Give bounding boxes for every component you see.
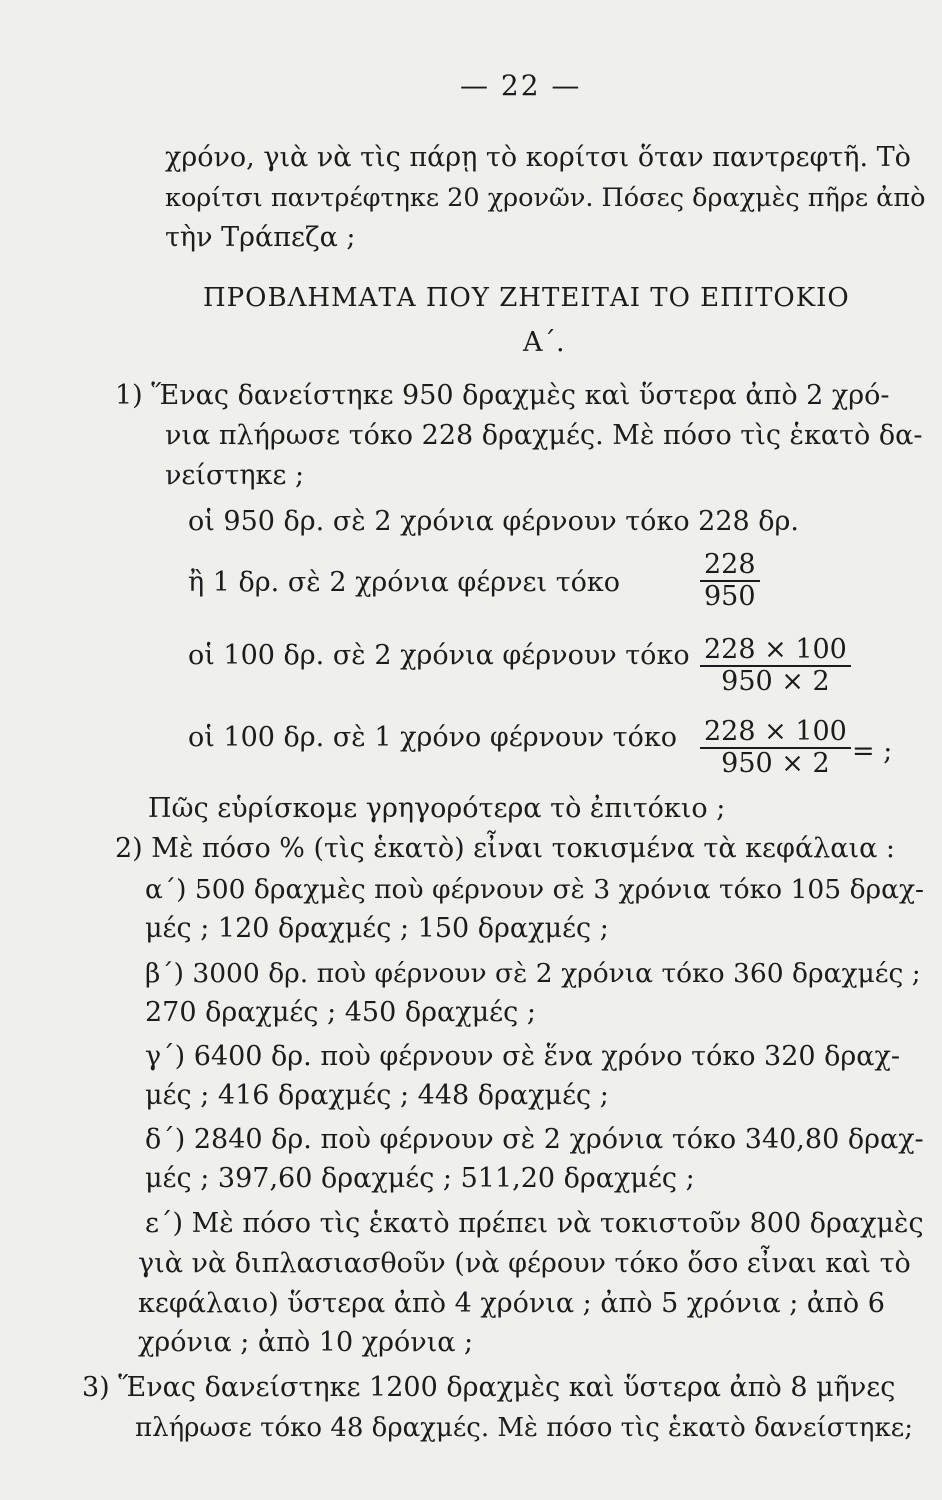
- problem-1-step-1: οἱ 950 δρ. σὲ 2 χρόνια φέρνουν τόκο 228 δρ.: [188, 506, 799, 537]
- problem-2-b-line-1: β΄) 3000 δρ. ποὺ φέρνουν σὲ 2 χρόνια τόκο 360 δραχμές ;: [145, 958, 921, 989]
- problem-3-line-2: πλήρωσε τόκο 48 δραχμές. Μὲ πόσο τὶς ἑκατὸ δανείστηκε;: [135, 1413, 913, 1443]
- problem-1-question: Πῶς εὑρίσκομε γρηγορότερα τὸ ἐπιτόκιο ;: [148, 793, 726, 824]
- fraction-numerator: 228 × 100: [700, 635, 851, 667]
- problem-2-d-line-1: δ΄) 2840 δρ. ποὺ φέρνουν σὲ 2 χρόνια τόκο 340,80 δραχ-: [145, 1124, 924, 1155]
- problem-1-line-3: νείστηκε ;: [165, 460, 305, 491]
- fraction-numerator: 228: [700, 550, 760, 582]
- problem-2-e-line-2: γιὰ νὰ διπλασιασθοῦν (νὰ φέρουν τόκο ὅσο εἶναι καὶ τὸ: [138, 1248, 911, 1279]
- problem-3-line-1: 3) Ἕνας δανείστηκε 1200 δραχμὲς καὶ ὕστερα ἀπὸ 8 μῆνες: [82, 1372, 896, 1403]
- problem-2-c-line-1: γ΄) 6400 δρ. ποὺ φέρνουν σὲ ἕνα χρόνο τόκο 320 δραχ-: [145, 1041, 901, 1072]
- intro-line-3: τὴν Τράπεζα ;: [165, 222, 356, 253]
- intro-line-1: χρόνο, γιὰ νὰ τὶς πάρῃ τὸ κορίτσι ὅταν παντρεφτῆ. Τὸ: [165, 142, 911, 173]
- problem-2-a-line-1: α΄) 500 δραχμὲς ποὺ φέρνουν σὲ 3 χρόνια τόκο 105 δραχ-: [145, 874, 925, 905]
- problem-2-e-line-1: ε΄) Μὲ πόσο τὶς ἑκατὸ πρέπει νὰ τοκιστοῦν 800 δραχμὲς: [145, 1208, 924, 1239]
- problem-2-c-line-2: μές ; 416 δραχμές ; 448 δραχμές ;: [145, 1080, 609, 1111]
- fraction-denominator: 950 × 2: [721, 748, 830, 779]
- problem-2-e-line-3: κεφάλαιο) ὕστερα ἀπὸ 4 χρόνια ; ἀπὸ 5 χρόνια ; ἀπὸ 6: [138, 1288, 885, 1319]
- problem-1-step-4-fraction: [700, 717, 851, 779]
- page-number: — 22 —: [460, 69, 582, 102]
- fraction-denominator: 950 × 2: [721, 666, 830, 697]
- fraction-denominator: 950: [704, 581, 756, 612]
- section-heading: ΠΡΟΒΛΗΜΑΤΑ ΠΟΥ ΖΗΤΕΙΤΑΙ ΤΟ ΕΠΙΤΟΚΙΟ: [203, 283, 850, 313]
- fraction-numerator: 228 × 100: [700, 717, 851, 749]
- problem-1-step-2-text: ἢ 1 δρ. σὲ 2 χρόνια φέρνει τόκο: [188, 567, 621, 598]
- problem-2-d-line-2: μές ; 397,60 δραχμές ; 511,20 δραχμές ;: [145, 1163, 695, 1194]
- problem-1-line-1: 1) Ἕνας δανείστηκε 950 δραχμὲς καὶ ὕστερα ἀπὸ 2 χρό-: [115, 380, 890, 411]
- problem-1-line-2: νια πλήρωσε τόκο 228 δραχμές. Μὲ πόσο τὶς ἑκατὸ δα-: [165, 420, 923, 451]
- problem-1-step-2-fraction: [700, 550, 760, 612]
- problem-1-step-3-fraction: [700, 635, 851, 697]
- problem-1-step-4-text: οἱ 100 δρ. σὲ 1 χρόνο φέρνουν τόκο: [188, 722, 678, 753]
- intro-line-2: κορίτσι παντρέφτηκε 20 χρονῶν. Πόσες δραχμὲς πῆρε ἀπὸ: [165, 183, 926, 213]
- problem-1-step-3-text: οἱ 100 δρ. σὲ 2 χρόνια φέρνουν τόκο: [188, 640, 690, 671]
- problem-2-a-line-2: μές ; 120 δραχμές ; 150 δραχμές ;: [145, 913, 609, 944]
- problem-2-e-line-4: χρόνια ; ἀπὸ 10 χρόνια ;: [138, 1327, 474, 1358]
- problem-2-b-line-2: 270 δραχμές ; 450 δραχμές ;: [145, 997, 536, 1028]
- problem-1-step-4-result: = ;: [852, 736, 893, 767]
- section-subheading: Α΄.: [523, 327, 565, 358]
- problem-2-line-1: 2) Μὲ πόσο % (τὶς ἑκατὸ) εἶναι τοκισμένα τὰ κεφάλαια :: [115, 833, 896, 864]
